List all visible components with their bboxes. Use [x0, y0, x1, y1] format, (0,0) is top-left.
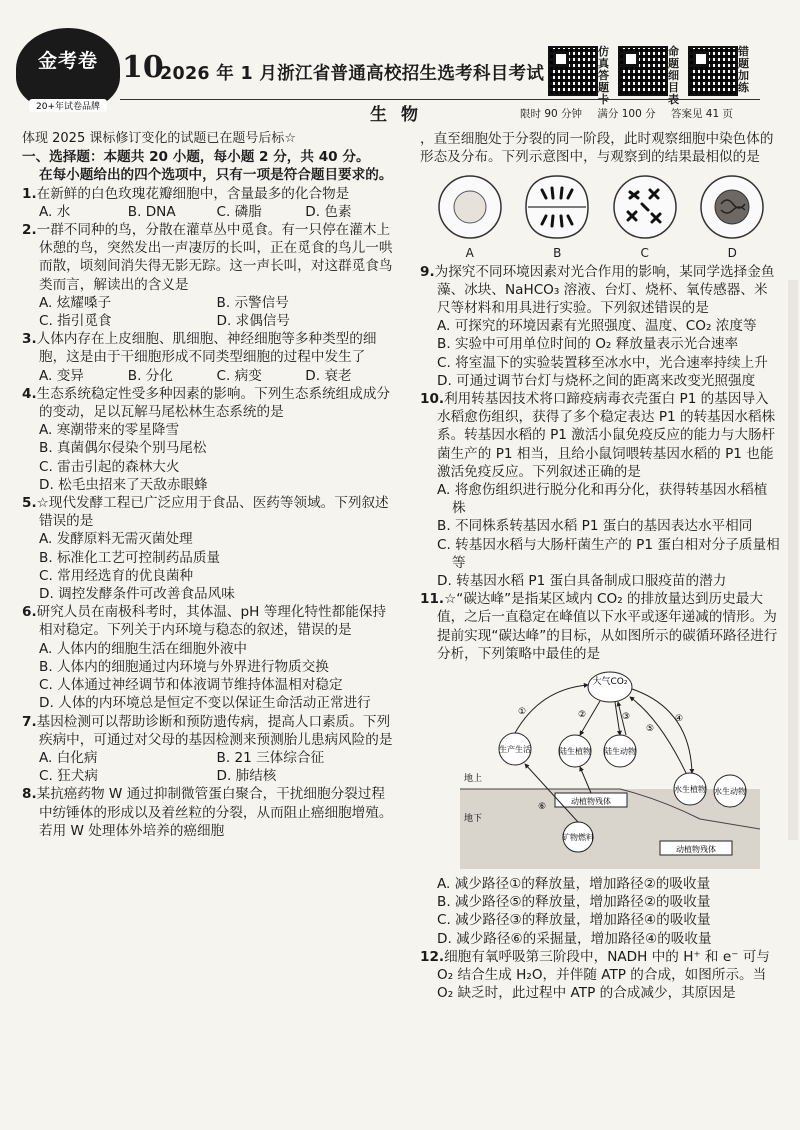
option-list [22, 749, 394, 785]
qr-code-answer-sheet-icon[interactable] [548, 46, 598, 96]
question-number: 10. [420, 391, 445, 408]
cell-interphase-icon [435, 172, 505, 242]
question-4 [22, 385, 394, 494]
option-c[interactable]: C. 转基因水稻与大肠杆菌生产的 P1 蛋白相对分子质量相等 [437, 536, 780, 571]
q8-figure-d [691, 172, 773, 262]
question-number: 3. [22, 331, 37, 348]
option-c[interactable]: C. 磷脂 [216, 203, 262, 220]
question-stem [22, 330, 394, 366]
option-d[interactable]: D. 衰老 [305, 367, 352, 384]
question-2 [22, 221, 394, 330]
question-6 [22, 603, 394, 712]
question-number: 7. [22, 713, 37, 730]
above-ground-label: 地上 [464, 774, 483, 785]
option-b[interactable]: B. 实验中可用单位时间的 O₂ 释放量表示光合速率 [437, 336, 739, 353]
option-c[interactable]: C. 常用经选育的优良菌种 [39, 567, 194, 584]
option-a[interactable]: A. 人体内的细胞生活在细胞外液中 [39, 640, 248, 657]
question-stem [22, 785, 394, 840]
q8-figures [426, 172, 776, 262]
path-1-label: ① [518, 707, 527, 718]
remains-land-label: 动植物残体 [571, 797, 611, 807]
question-stem [420, 263, 780, 318]
question-text: 在新鲜的白色玫瑰花瓣细胞中，含量最多的化合物是 [36, 185, 350, 202]
question-5 [22, 494, 394, 603]
question-text: 细胞有氧呼吸第三阶段中，NADH 中的 H⁺ 和 e⁻ 可与 O₂ 结合生成 H₂O，并伴随 ATP 的合成，如图所示。当 O₂ 缺乏时，此过程中 ATP 的合成减少，其原因是 [437, 948, 770, 1002]
section-instructions: 在每小题给出的四个选项中，只有一项是符合题目要求的。 [39, 167, 393, 184]
question-stem [420, 948, 780, 1003]
water-animal-label: 水生动物 [714, 787, 746, 797]
full-score: 满分 100 分 [597, 108, 656, 120]
option-list [22, 367, 394, 385]
right-column [420, 130, 780, 1003]
water-plant-label: 水生植物 [674, 785, 706, 795]
option-list [22, 421, 394, 494]
q11-option-list [420, 875, 780, 948]
option-list [22, 294, 394, 330]
option-list [22, 640, 394, 713]
question-text: 基因检测可以帮助诊断和预防遗传病，提高人口素质。下列疾病中，可通过对父母的基因检测来预测胎儿患病风险的是 [36, 713, 393, 748]
carbon-cycle-diagram [460, 669, 760, 869]
option-b[interactable]: B. 示警信号 [216, 294, 289, 311]
option-b[interactable]: B. 分化 [127, 367, 173, 384]
question-stem [22, 385, 394, 421]
question-number: 6. [22, 604, 37, 621]
question-number: 4. [22, 385, 37, 402]
exam-meta [520, 106, 745, 121]
option-b[interactable]: B. 真菌偶尔侵染个别马尾松 [39, 440, 207, 457]
question-12 [420, 948, 780, 1003]
option-b[interactable]: B. 标准化工艺可控制药品质量 [39, 549, 221, 566]
question-text: ☆“碳达峰”是指某区域内 CO₂ 的排放量达到历史最大值，之后一直稳定在峰值以下水平或逐年递减的情形。为提前实现“碳达峰”的目标，从如图所示的碳循环路径进行分析，下列策略中最佳的是 [437, 591, 778, 662]
land-animal-label: 陆生动物 [604, 747, 636, 757]
carbon-cycle-svg [460, 669, 760, 869]
question-10 [420, 390, 780, 590]
path-5-label: ⑤ [646, 724, 655, 735]
question-text: 某抗癌药物 W 通过抑制微管蛋白聚合，干扰细胞分裂过程中纺锤体的形成以及着丝粒的分裂，从而阻止癌细胞增殖。若用 W 处理体外培养的癌细胞 [36, 786, 393, 839]
question-11 [420, 590, 780, 663]
option-a[interactable]: A. 寒潮带来的零星降雪 [39, 422, 180, 439]
question-number: 12. [420, 948, 445, 965]
path-2-label: ② [578, 710, 587, 721]
option-a[interactable]: A. 将愈伤组织进行脱分化和再分化，获得转基因水稻植株 [437, 482, 768, 517]
option-a[interactable]: A. 水 [39, 203, 71, 220]
option-a[interactable]: A. 变异 [39, 367, 84, 384]
q8-continuation: ，直至细胞处于分裂的同一阶段，此时观察细胞中染色体的形态及分布。下列示意图中，与观察到的结果最相似的是 [420, 131, 774, 166]
option-c[interactable]: C. 人体通过神经调节和体液调节维持体温相对稳定 [39, 677, 343, 694]
brand-name: 金考卷 [37, 50, 98, 72]
q11-option-a[interactable]: A. 减少路径①的释放量，增加路径②的吸收量 [437, 876, 711, 893]
option-d[interactable]: D. 可通过调节台灯与烧杯之间的距离来改变光照强度 [437, 372, 756, 389]
question-7 [22, 713, 394, 786]
exam-header [0, 0, 800, 126]
q11-option-d[interactable]: D. 减少路径⑥的采掘量，增加路径④的吸收量 [437, 930, 712, 947]
option-a[interactable]: A. 发酵原料无需灭菌处理 [39, 531, 193, 548]
question-8 [22, 785, 394, 840]
option-b[interactable]: B. 人体内的细胞通过内环境与外界进行物质交换 [39, 658, 329, 675]
answer-page: 答案见 41 页 [670, 108, 733, 120]
paper-number: 10 [122, 50, 164, 85]
option-list [420, 481, 780, 590]
fuel-label: 矿物燃料 [562, 833, 594, 843]
option-b[interactable]: B. 不同株系转基因水稻 P1 蛋白的基因表达水平相同 [437, 518, 753, 535]
question-stem [22, 185, 394, 203]
option-d[interactable]: D. 人体的内环境总是恒定不变以保证生命活动正常进行 [39, 695, 371, 712]
edge-decoration [786, 280, 800, 840]
question-stem [420, 390, 780, 481]
question-stem [22, 221, 394, 294]
option-c[interactable]: C. 雷击引起的森林大火 [39, 458, 180, 475]
question-number: 5. [22, 495, 37, 512]
cell-telophase-icon [522, 172, 592, 242]
option-d[interactable]: D. 色素 [305, 203, 352, 220]
option-d[interactable]: D. 求偶信号 [216, 313, 290, 330]
qr-code-practice-icon[interactable] [688, 46, 738, 96]
land-plant-label: 陆生植物 [559, 747, 591, 757]
option-d[interactable]: D. 转基因水稻 P1 蛋白具备制成口服疫苗的潜力 [437, 573, 727, 590]
option-c[interactable]: C. 将室温下的实验装置移至冰水中，光合速率持续上升 [437, 354, 768, 371]
qr-label-specification: 命题细目表 [668, 45, 679, 106]
option-d[interactable]: D. 松毛虫招来了天敌赤眼蜂 [39, 476, 208, 493]
question-number: 11. [420, 591, 445, 608]
option-a[interactable]: A. 白化病 [39, 749, 98, 766]
q8-label-c: C [640, 246, 649, 261]
question-number: 2. [22, 222, 37, 239]
question-text: ☆现代发酵工程已广泛应用于食品、医药等领域。下列叙述错误的是 [36, 495, 389, 530]
question-1 [22, 185, 394, 221]
question-stem [22, 494, 394, 530]
question-stem [420, 590, 780, 663]
co2-label: 大气CO₂ [592, 677, 628, 688]
path-6-label: ⑥ [538, 802, 547, 813]
question-list-right [420, 263, 780, 1003]
q8-figure-c [604, 172, 686, 262]
paper-title: 2026 年 1 月浙江省普通高校招生选考科目考试 [160, 64, 545, 84]
option-c[interactable]: C. 狂犬病 [39, 768, 98, 785]
question-stem [22, 603, 394, 639]
remains-water-label: 动植物残体 [676, 845, 716, 855]
option-list [420, 317, 780, 390]
cell-prophase-icon [697, 172, 767, 242]
cell-scattered-chromosomes-icon [610, 172, 680, 242]
producer-label: 生产生活 [499, 745, 531, 755]
question-text: 为探究不同环境因素对光合作用的影响，某同学选择金鱼藻、冰块、NaHCO₃ 溶液、台灯、烧杯、氧传感器、米尺等材料和用具进行实验。下列叙述错误的是 [434, 263, 775, 317]
option-b[interactable]: B. DNA [127, 203, 176, 220]
intro-note: 体现 2025 课标修订变化的试题已在题号后标☆ [22, 131, 297, 146]
option-d[interactable]: D. 调控发酵条件可改善食品风味 [39, 586, 235, 603]
option-list [22, 203, 394, 221]
option-d[interactable]: D. 肺结核 [216, 768, 277, 785]
subject-title: 生物 [370, 105, 432, 125]
q11-option-c[interactable]: C. 减少路径③的释放量，增加路径④的吸收量 [437, 912, 711, 929]
question-stem [22, 713, 394, 749]
brand-slogan: 20+年试卷品牌 [29, 99, 107, 112]
question-text: 一群不同种的鸟，分散在灌草丛中觅食。有一只停在灌木上休憩的鸟，突然发出一声凄厉的长叫，正在觅食的鸟儿一哄而散，顷刻间消失得无影无踪。这一声长叫，对这群觅食鸟类而言，解读出的含义是 [36, 222, 393, 293]
question-number: 1. [22, 185, 37, 202]
question-number: 8. [22, 786, 37, 803]
path-4-label: ④ [675, 714, 684, 725]
header-rule [120, 99, 760, 100]
below-ground-label: 地下 [464, 814, 483, 825]
option-a[interactable]: A. 可探究的环境因素有光照强度、温度、CO₂ 浓度等 [437, 318, 757, 335]
q8-label-d: D [727, 246, 737, 261]
q11-option-b[interactable]: B. 减少路径⑤的释放量，增加路径②的吸收量 [437, 894, 711, 911]
left-column [22, 130, 394, 840]
question-3 [22, 330, 394, 385]
option-b[interactable]: B. 21 三体综合征 [216, 749, 325, 766]
section-heading: 一、选择题：本题共 20 小题，每小题 2 分，共 40 分。 [22, 149, 370, 166]
q8-figure-a [429, 172, 511, 262]
question-list-left [22, 185, 394, 840]
question-text: 研究人员在南极科考时，其体温、pH 等理化特性都能保持相对稳定。下列关于内环境与稳态的叙述，错误的是 [36, 604, 387, 639]
question-text: 人体内存在上皮细胞、肌细胞、神经细胞等多种类型的细胞，这是由于干细胞形成不同类型细胞的过程中发生了 [36, 331, 377, 366]
qr-code-specification-icon[interactable] [618, 46, 668, 96]
q8-label-b: B [553, 246, 562, 261]
option-c[interactable]: C. 病变 [216, 367, 262, 384]
time-limit: 限时 90 分钟 [520, 108, 583, 120]
option-c[interactable]: C. 指引觅食 [39, 313, 112, 330]
question-9 [420, 263, 780, 390]
qr-label-practice: 错题加练 [738, 45, 749, 94]
option-a[interactable]: A. 炫耀嗓子 [39, 294, 112, 311]
brand-logo [16, 28, 120, 110]
qr-label-answer-sheet: 仿真答题卡 [598, 45, 609, 106]
path-3-label: ③ [622, 712, 631, 723]
section-title [22, 148, 394, 184]
option-list [22, 530, 394, 603]
question-text: 生态系统稳定性受多种因素的影响。下列生态系统组成成分的变动，足以瓦解马尾松林生态系统的是 [36, 385, 391, 421]
question-number: 9. [420, 263, 435, 280]
q8-label-a: A [465, 246, 474, 261]
question-text: 利用转基因技术将口蹄疫病毒衣壳蛋白 P1 的基因导入水稻愈伤组织，获得了多个稳定表达 P1 的转基因水稻株系。转基因水稻的 P1 激活小鼠免疫反应的能力与大肠杆菌生产的 P1 相当，且给小鼠饲喂转基因水稻的 P1 也能激活免疫反应。下列叙述正确的是 [437, 391, 776, 480]
q8-figure-b [516, 172, 598, 262]
